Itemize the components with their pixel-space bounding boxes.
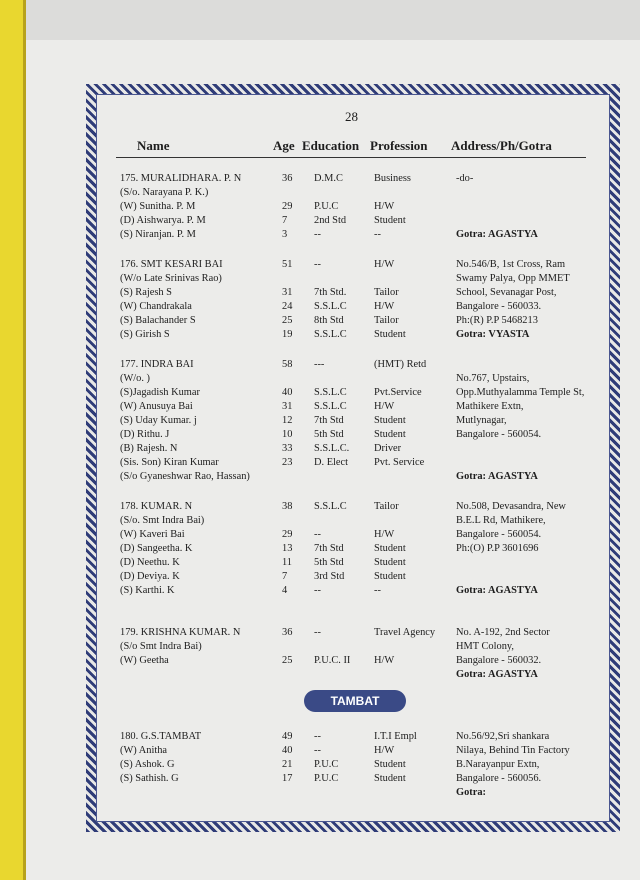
table-row bbox=[0, 744, 640, 758]
cell-age: 25 bbox=[282, 315, 293, 326]
cell-prof: Pvt.Service bbox=[374, 387, 422, 398]
cell-edu: 7th Std bbox=[314, 415, 344, 426]
table-row bbox=[0, 172, 640, 186]
cell-age: 12 bbox=[282, 415, 293, 426]
cell-prof: Student bbox=[374, 215, 406, 226]
cell-name: (W) Anitha bbox=[120, 745, 168, 756]
cell-name: (W/o. ) bbox=[120, 373, 151, 384]
cell-name: (S/o. Smt Indra Bai) bbox=[120, 515, 205, 526]
cell-name: (W/o Late Srinivas Rao) bbox=[120, 273, 222, 284]
cell-addr: Swamy Palya, Opp MMET bbox=[456, 273, 570, 284]
cell-name: (S) Sathish. G bbox=[120, 773, 179, 784]
cell-edu: 5th Std bbox=[314, 429, 344, 440]
table-row bbox=[0, 528, 640, 542]
table-row bbox=[0, 584, 640, 598]
cell-addr: Opp.Muthyalamma Temple St, bbox=[456, 387, 585, 398]
table-row bbox=[0, 272, 640, 286]
cell-name: 180. G.S.TAMBAT bbox=[120, 731, 202, 742]
cell-prof: H/W bbox=[374, 655, 395, 666]
cell-prof: Business bbox=[374, 173, 411, 184]
cell-edu: P.U.C. II bbox=[314, 655, 351, 666]
cell-name: (S) Girish S bbox=[120, 329, 170, 340]
cell-age: 17 bbox=[282, 773, 293, 784]
table-row bbox=[0, 428, 640, 442]
cell-age: 24 bbox=[282, 301, 293, 312]
cell-age: 49 bbox=[282, 731, 293, 742]
table-row bbox=[0, 300, 640, 314]
cell-name: (W) Geetha bbox=[120, 655, 169, 666]
cell-edu: D. Elect bbox=[314, 457, 349, 468]
cell-age: 7 bbox=[282, 215, 288, 226]
cell-addr: Gotra: AGASTYA bbox=[456, 669, 538, 680]
cell-age: 21 bbox=[282, 759, 293, 770]
cell-name: (D) Sangeetha. K bbox=[120, 543, 193, 554]
cell-name: (S/o. Narayana P. K.) bbox=[120, 187, 209, 198]
header-age: Age bbox=[273, 138, 295, 153]
cell-prof: Student bbox=[374, 415, 406, 426]
cell-addr: Ph:(R) P.P 5468213 bbox=[456, 315, 538, 326]
cell-name: 177. INDRA BAI bbox=[120, 359, 194, 370]
cell-addr: School, Sevanagar Post, bbox=[456, 287, 557, 298]
table-row bbox=[0, 314, 640, 328]
cell-edu: -- bbox=[314, 259, 321, 270]
cell-prof: Tailor bbox=[374, 315, 399, 326]
table-row bbox=[0, 654, 640, 668]
cell-age: 58 bbox=[282, 359, 293, 370]
cell-addr: Gotra: AGASTYA bbox=[456, 585, 538, 596]
cell-name: (S) Niranjan. P. M bbox=[120, 229, 196, 240]
cell-age: 19 bbox=[282, 329, 293, 340]
cell-name: 176. SMT KESARI BAI bbox=[120, 259, 223, 270]
table-row bbox=[0, 786, 640, 800]
cell-addr: No.546/B, 1st Cross, Ram bbox=[456, 259, 566, 270]
section-badge: TAMBAT bbox=[304, 690, 406, 712]
cell-edu: S.S.L.C bbox=[314, 387, 347, 398]
cell-name: 179. KRISHNA KUMAR. N bbox=[120, 627, 241, 638]
cell-edu: P.U.C bbox=[314, 759, 339, 770]
cell-prof: Student bbox=[374, 543, 406, 554]
header-education: Education bbox=[302, 138, 360, 153]
table-row bbox=[0, 414, 640, 428]
cell-age: 36 bbox=[282, 627, 293, 638]
table-row bbox=[0, 570, 640, 584]
cell-addr: Mathikere Extn, bbox=[456, 401, 524, 412]
cell-age: 25 bbox=[282, 655, 293, 666]
cell-name: (S) Ashok. G bbox=[120, 759, 175, 770]
cell-name: (D) Deviya. K bbox=[120, 571, 180, 582]
cell-edu: S.S.L.C. bbox=[314, 443, 350, 454]
cell-addr: Bangalore - 560032. bbox=[456, 655, 542, 666]
cell-prof: (HMT) Retd bbox=[374, 359, 427, 370]
cell-name: (S) Rajesh S bbox=[120, 287, 172, 298]
cell-addr: B.Narayanpur Extn, bbox=[456, 759, 540, 770]
cell-age: 29 bbox=[282, 529, 293, 540]
cell-prof: H/W bbox=[374, 259, 395, 270]
table-row bbox=[0, 358, 640, 372]
cell-edu: D.M.C bbox=[314, 173, 343, 184]
table-row bbox=[0, 258, 640, 272]
table-row bbox=[0, 456, 640, 470]
cell-edu: S.S.L.C bbox=[314, 329, 347, 340]
cell-edu: 7th Std bbox=[314, 543, 344, 554]
cell-addr: No. A-192, 2nd Sector bbox=[456, 627, 550, 638]
cell-prof: Student bbox=[374, 773, 406, 784]
cell-edu: S.S.L.C bbox=[314, 501, 347, 512]
cell-name: (D) Rithu. J bbox=[120, 429, 170, 440]
cell-edu: -- bbox=[314, 745, 321, 756]
cell-age: 40 bbox=[282, 745, 293, 756]
header-name: Name bbox=[137, 138, 170, 153]
cell-edu: 5th Std bbox=[314, 557, 344, 568]
table-row bbox=[0, 542, 640, 556]
table-row bbox=[0, 730, 640, 744]
table-row bbox=[0, 772, 640, 786]
table-row bbox=[0, 514, 640, 528]
cell-prof: -- bbox=[374, 229, 381, 240]
cell-name: (W) Chandrakala bbox=[120, 301, 192, 312]
cell-addr: Bangalore - 560054. bbox=[456, 529, 542, 540]
cell-addr: Gotra: VYASTA bbox=[456, 329, 530, 340]
cell-edu: -- bbox=[314, 731, 321, 742]
cell-name: (S) Uday Kumar. j bbox=[120, 415, 197, 426]
cell-edu: --- bbox=[314, 359, 325, 370]
cell-edu: S.S.L.C bbox=[314, 401, 347, 412]
table-row bbox=[0, 400, 640, 414]
cell-edu: -- bbox=[314, 529, 321, 540]
cell-addr: Bangalore - 560033. bbox=[456, 301, 542, 312]
cell-prof: Tailor bbox=[374, 501, 399, 512]
cell-addr: Gotra: bbox=[456, 787, 487, 798]
table-row bbox=[0, 442, 640, 456]
cell-name: (S/o Gyaneshwar Rao, Hassan) bbox=[120, 471, 250, 482]
table-row bbox=[0, 626, 640, 640]
cell-prof: H/W bbox=[374, 301, 395, 312]
table-row bbox=[0, 640, 640, 654]
cell-edu: S.S.L.C bbox=[314, 301, 347, 312]
cell-age: 51 bbox=[282, 259, 293, 270]
cell-name: (D) Aishwarya. P. M bbox=[120, 215, 206, 226]
cell-edu: 2nd Std bbox=[314, 215, 347, 226]
table-row bbox=[0, 328, 640, 342]
cell-age: 4 bbox=[282, 585, 288, 596]
table-row bbox=[0, 200, 640, 214]
cell-prof: Travel Agency bbox=[374, 627, 436, 638]
cell-prof: Student bbox=[374, 571, 406, 582]
cell-prof: H/W bbox=[374, 201, 395, 212]
cell-addr: Mutlynagar, bbox=[456, 415, 507, 426]
header-divider bbox=[116, 157, 586, 158]
cell-edu: P.U.C bbox=[314, 773, 339, 784]
cell-prof: Student bbox=[374, 429, 406, 440]
cell-age: 10 bbox=[282, 429, 293, 440]
cell-name: (B) Rajesh. N bbox=[120, 443, 178, 454]
cell-addr: Gotra: AGASTYA bbox=[456, 471, 538, 482]
cell-addr: HMT Colony, bbox=[456, 641, 515, 652]
cell-prof: H/W bbox=[374, 745, 395, 756]
table-row bbox=[0, 286, 640, 300]
cell-prof: Pvt. Service bbox=[374, 457, 425, 468]
table-row bbox=[0, 758, 640, 772]
cell-addr: Bangalore - 560054. bbox=[456, 429, 542, 440]
cell-age: 11 bbox=[282, 557, 293, 568]
cell-addr: -do- bbox=[456, 173, 474, 184]
cell-prof: -- bbox=[374, 585, 381, 596]
cell-name: (S) Balachander S bbox=[120, 315, 196, 326]
table-row bbox=[0, 500, 640, 514]
cell-age: 29 bbox=[282, 201, 293, 212]
cell-age: 40 bbox=[282, 387, 293, 398]
header-address: Address/Ph/Gotra bbox=[451, 138, 552, 153]
cell-name: (S/o Smt Indra Bai) bbox=[120, 641, 202, 652]
cell-addr: Ph:(O) P.P 3601696 bbox=[456, 543, 539, 554]
cell-prof: Tailor bbox=[374, 287, 399, 298]
cell-age: 31 bbox=[282, 401, 293, 412]
cell-age: 23 bbox=[282, 457, 293, 468]
cell-prof: H/W bbox=[374, 401, 395, 412]
cell-edu: -- bbox=[314, 229, 321, 240]
cell-addr: Gotra: AGASTYA bbox=[456, 229, 538, 240]
header-profession: Profession bbox=[370, 138, 428, 153]
cell-age: 7 bbox=[282, 571, 288, 582]
table-row bbox=[0, 470, 640, 484]
cell-age: 13 bbox=[282, 543, 293, 554]
cell-addr: No.508, Devasandra, New bbox=[456, 501, 566, 512]
cell-prof: Student bbox=[374, 759, 406, 770]
cell-prof: H/W bbox=[374, 529, 395, 540]
cell-edu: 8th Std bbox=[314, 315, 344, 326]
cell-name: (W) Kaveri Bai bbox=[120, 529, 185, 540]
cell-prof: I.T.I Empl bbox=[374, 731, 417, 742]
cell-name: (S)Jagadish Kumar bbox=[120, 387, 200, 398]
cell-edu: 3rd Std bbox=[314, 571, 345, 582]
cell-addr: No.56/92,Sri shankara bbox=[456, 731, 550, 742]
cell-addr: B.E.L Rd, Mathikere, bbox=[456, 515, 546, 526]
cell-addr: Nilaya, Behind Tin Factory bbox=[456, 745, 570, 756]
cell-age: 31 bbox=[282, 287, 293, 298]
cell-age: 3 bbox=[282, 229, 288, 240]
cell-addr: Bangalore - 560056. bbox=[456, 773, 542, 784]
cell-edu: 7th Std. bbox=[314, 287, 347, 298]
cell-age: 38 bbox=[282, 501, 293, 512]
cell-edu: -- bbox=[314, 627, 321, 638]
cell-edu: -- bbox=[314, 585, 321, 596]
cell-name: (S) Karthi. K bbox=[120, 585, 175, 596]
cell-name: 175. MURALIDHARA. P. N bbox=[120, 173, 242, 184]
cell-age: 33 bbox=[282, 443, 293, 454]
cell-name: (D) Neethu. K bbox=[120, 557, 180, 568]
table-row bbox=[0, 214, 640, 228]
table-row bbox=[0, 372, 640, 386]
cell-addr: No.767, Upstairs, bbox=[456, 373, 530, 384]
cell-name: (Sis. Son) Kiran Kumar bbox=[120, 457, 219, 468]
cell-name: (W) Anusuya Bai bbox=[120, 401, 193, 412]
cell-prof: Student bbox=[374, 329, 406, 340]
table-row bbox=[0, 668, 640, 682]
table-row bbox=[0, 386, 640, 400]
cell-age: 36 bbox=[282, 173, 293, 184]
page-number: 28 bbox=[345, 109, 358, 124]
table-row bbox=[0, 228, 640, 242]
cell-edu: P.U.C bbox=[314, 201, 339, 212]
cell-prof: Driver bbox=[374, 443, 402, 454]
table-row bbox=[0, 186, 640, 200]
cell-prof: Student bbox=[374, 557, 406, 568]
cell-name: (W) Sunitha. P. M bbox=[120, 201, 196, 212]
cell-name: 178. KUMAR. N bbox=[120, 501, 193, 512]
table-row bbox=[0, 556, 640, 570]
